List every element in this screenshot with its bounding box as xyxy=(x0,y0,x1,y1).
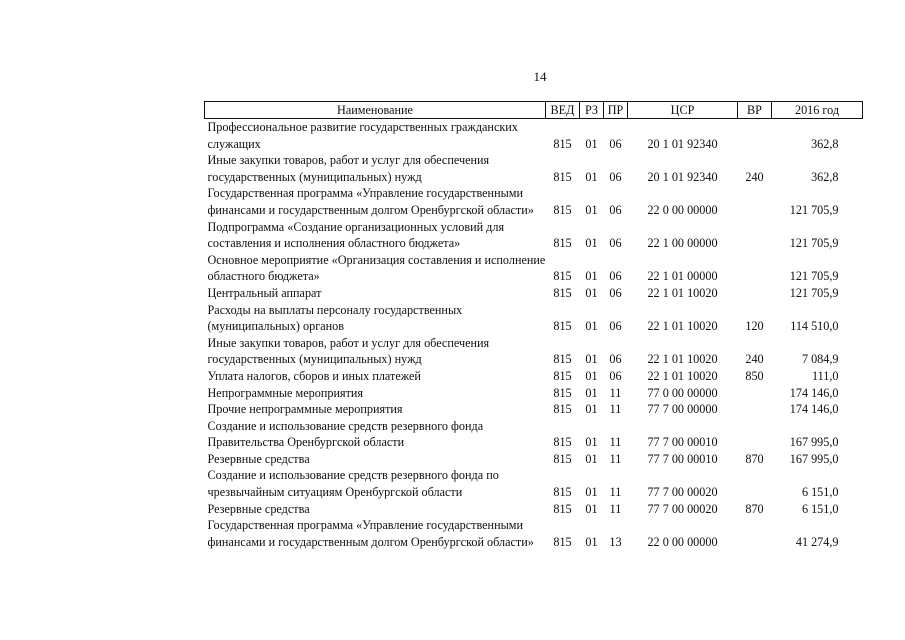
table-row xyxy=(205,119,863,153)
cell-csr: 77 7 00 00010 xyxy=(647,435,718,450)
cell-ved: 815 xyxy=(553,169,572,184)
cell-pr: 11 xyxy=(609,402,622,417)
cell-vr xyxy=(738,467,772,500)
cell-rz: 01 xyxy=(585,534,598,549)
cell-pr: 13 xyxy=(609,534,622,549)
header-pr: ПР xyxy=(604,102,628,119)
table-header-row xyxy=(205,102,863,119)
cell-vr: 870 xyxy=(745,501,764,516)
cell-amount: 111,0 xyxy=(811,368,839,383)
cell-rz: 01 xyxy=(585,402,598,417)
cell-csr: 77 7 00 00000 xyxy=(647,402,718,417)
cell-pr: 11 xyxy=(609,385,622,400)
cell-ved: 815 xyxy=(553,319,572,334)
table-row xyxy=(205,501,863,518)
cell-vr xyxy=(738,401,772,418)
cell-amount: 174 146,0 xyxy=(789,385,839,400)
cell-pr: 06 xyxy=(609,269,622,284)
cell-vr: 240 xyxy=(745,169,764,184)
cell-amount: 167 995,0 xyxy=(789,435,839,450)
cell-rz: 01 xyxy=(585,451,598,466)
cell-csr: 22 1 01 10020 xyxy=(647,368,718,383)
cell-name: Уплата налогов, сборов и иных платежей xyxy=(207,368,421,383)
cell-pr: 11 xyxy=(609,435,622,450)
cell-vr: 870 xyxy=(745,451,764,466)
cell-rz: 01 xyxy=(585,385,598,400)
cell-ved: 815 xyxy=(553,368,572,383)
cell-ved: 815 xyxy=(553,352,572,367)
cell-name: Государственная программа «Управление государственными финансами и государственным долгом Оренбургской области» xyxy=(207,518,534,549)
cell-vr xyxy=(738,517,772,550)
cell-csr: 77 7 00 00010 xyxy=(647,451,718,466)
cell-rz: 01 xyxy=(585,285,598,300)
cell-vr: 240 xyxy=(745,352,764,367)
cell-pr: 06 xyxy=(609,352,622,367)
table-row xyxy=(205,517,863,550)
cell-pr: 11 xyxy=(609,485,622,500)
cell-ved: 815 xyxy=(553,202,572,217)
cell-pr: 06 xyxy=(609,368,622,383)
cell-vr: 120 xyxy=(745,319,764,334)
table-row xyxy=(205,152,863,185)
table-row xyxy=(205,401,863,418)
cell-amount: 6 151,0 xyxy=(801,501,839,516)
cell-amount: 167 995,0 xyxy=(789,451,839,466)
cell-amount: 7 084,9 xyxy=(801,352,839,367)
cell-rz: 01 xyxy=(585,236,598,251)
cell-rz: 01 xyxy=(585,269,598,284)
cell-rz: 01 xyxy=(585,435,598,450)
cell-csr: 77 7 00 00020 xyxy=(647,485,718,500)
cell-vr xyxy=(738,119,772,153)
cell-ved: 815 xyxy=(553,136,572,151)
cell-name: Резервные средства xyxy=(207,501,310,516)
cell-pr: 11 xyxy=(609,451,622,466)
cell-rz: 01 xyxy=(585,202,598,217)
cell-csr: 22 1 01 10020 xyxy=(647,285,718,300)
cell-pr: 06 xyxy=(609,136,622,151)
budget-table xyxy=(204,101,863,550)
cell-csr: 22 0 00 00000 xyxy=(647,202,718,217)
cell-amount: 6 151,0 xyxy=(801,485,839,500)
cell-ved: 815 xyxy=(553,501,572,516)
cell-pr: 06 xyxy=(609,236,622,251)
cell-pr: 06 xyxy=(609,285,622,300)
cell-name: Основное мероприятие «Организация составления и исполнение областного бюджета» xyxy=(207,252,546,284)
cell-pr: 06 xyxy=(609,319,622,334)
cell-amount: 121 705,9 xyxy=(789,269,839,284)
cell-ved: 815 xyxy=(553,385,572,400)
header-csr: ЦСР xyxy=(628,102,738,119)
table-row xyxy=(205,418,863,451)
cell-amount: 362,8 xyxy=(811,136,839,151)
cell-csr: 22 0 00 00000 xyxy=(647,534,718,549)
table-row xyxy=(205,185,863,218)
cell-amount: 174 146,0 xyxy=(789,402,839,417)
cell-name: Резервные средства xyxy=(207,451,310,466)
cell-name: Подпрограмма «Создание организационных условий для составления и исполнения областного бюджета» xyxy=(207,219,505,251)
cell-name: Центральный аппарат xyxy=(207,285,322,300)
cell-vr xyxy=(738,185,772,218)
table-row xyxy=(205,285,863,302)
table-row xyxy=(205,252,863,285)
table-row xyxy=(205,302,863,335)
cell-vr xyxy=(738,219,772,252)
cell-rz: 01 xyxy=(585,368,598,383)
cell-csr: 20 1 01 92340 xyxy=(647,169,718,184)
header-rz: РЗ xyxy=(580,102,604,119)
table-body xyxy=(205,119,863,551)
cell-name: Прочие непрограммные мероприятия xyxy=(207,402,403,417)
cell-pr: 11 xyxy=(609,501,622,516)
cell-name: Профессиональное развитие государственных гражданских служащих xyxy=(207,120,518,151)
cell-amount: 114 510,0 xyxy=(790,319,839,334)
cell-amount: 41 274,9 xyxy=(795,534,839,549)
cell-rz: 01 xyxy=(585,501,598,516)
cell-ved: 815 xyxy=(553,402,572,417)
cell-csr: 22 1 00 00000 xyxy=(647,236,718,251)
page-number: 14 xyxy=(533,69,547,84)
cell-ved: 815 xyxy=(553,435,572,450)
header-name: Наименование xyxy=(205,102,546,119)
header-ved: ВЕД xyxy=(546,102,580,119)
cell-csr: 77 0 00 00000 xyxy=(647,385,718,400)
cell-name: Государственная программа «Управление государственными финансами и государственным долгом Оренбургской области» xyxy=(207,186,534,217)
header-vr: ВР xyxy=(738,102,772,119)
cell-name: Расходы на выплаты персоналу государственных (муниципальных) органов xyxy=(207,302,463,334)
cell-ved: 815 xyxy=(553,285,572,300)
cell-rz: 01 xyxy=(585,319,598,334)
cell-vr xyxy=(738,418,772,451)
cell-name: Создание и использование средств резервного фонда по чрезвычайным ситуациям Оренбургской области xyxy=(207,468,499,500)
table-row xyxy=(205,385,863,402)
cell-pr: 06 xyxy=(609,202,622,217)
cell-csr: 77 7 00 00020 xyxy=(647,501,718,516)
cell-amount: 121 705,9 xyxy=(789,285,839,300)
cell-csr: 22 1 01 10020 xyxy=(647,352,718,367)
cell-vr: 850 xyxy=(745,368,764,383)
cell-ved: 815 xyxy=(553,534,572,549)
cell-name: Иные закупки товаров, работ и услуг для обеспечения государственных (муниципальных) нужд xyxy=(207,153,490,184)
table-row xyxy=(205,451,863,468)
cell-amount: 121 705,9 xyxy=(789,236,839,251)
table-row xyxy=(205,467,863,500)
table-row xyxy=(205,368,863,385)
cell-rz: 01 xyxy=(585,169,598,184)
cell-ved: 815 xyxy=(553,269,572,284)
cell-name: Непрограммные мероприятия xyxy=(207,385,364,400)
cell-ved: 815 xyxy=(553,451,572,466)
cell-amount: 362,8 xyxy=(811,169,839,184)
table-row xyxy=(205,335,863,368)
cell-csr: 20 1 01 92340 xyxy=(647,136,718,151)
cell-pr: 06 xyxy=(609,169,622,184)
cell-ved: 815 xyxy=(553,236,572,251)
cell-vr xyxy=(738,385,772,402)
cell-rz: 01 xyxy=(585,352,598,367)
cell-amount: 121 705,9 xyxy=(789,202,839,217)
cell-rz: 01 xyxy=(585,485,598,500)
cell-csr: 22 1 01 00000 xyxy=(647,269,718,284)
header-year: 2016 год xyxy=(772,102,863,119)
cell-name: Иные закупки товаров, работ и услуг для обеспечения государственных (муниципальных) нужд xyxy=(207,335,490,367)
cell-csr: 22 1 01 10020 xyxy=(647,319,718,334)
cell-vr xyxy=(738,285,772,302)
cell-ved: 815 xyxy=(553,485,572,500)
cell-rz: 01 xyxy=(585,136,598,151)
cell-name: Создание и использование средств резервного фонда Правительства Оренбургской области xyxy=(207,418,484,450)
cell-vr xyxy=(738,252,772,285)
table-row xyxy=(205,219,863,252)
